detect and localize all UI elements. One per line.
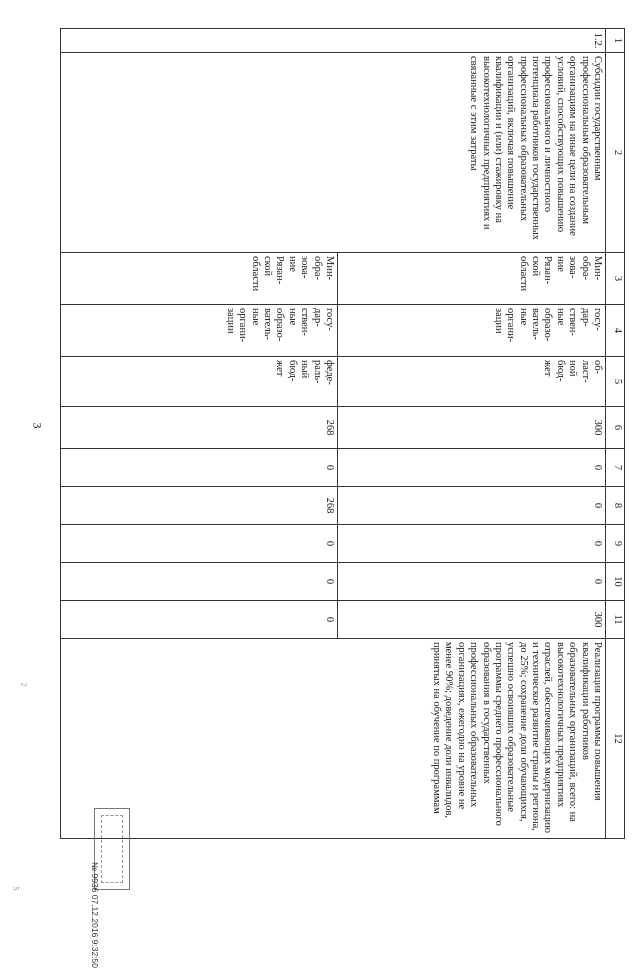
col-header-9: 9 [606, 525, 625, 563]
row-recipient: госу- дар- ствен- ные образо- ватель- ные органи- зации [338, 305, 606, 357]
col-header-12: 12 [606, 639, 625, 839]
row-year-value: 0 [61, 449, 338, 487]
row-responsible: Мин- обра- зова- ние Рязан- ской области [61, 253, 338, 305]
row-year-value: 0 [338, 487, 606, 525]
row-goal: Реализация программы повышения квалификации работников образовательных организаций, всего: на высокотехнологичных предприятиях отраслей, обеспечивающих модернизацию и техническое развитие страны и региона, до 25%; сохранение доли обучающихся, успешно освоивших образовательные программы среднего профессионального образования в государственных профессиональных образовательных организациях, ежегодно на уровне не менее 90%; доведение доли инвалидов, принятых на обучение по программам [61, 639, 606, 839]
col-header-5: 5 [606, 357, 625, 407]
row-year-value: 0 [61, 525, 338, 563]
page-number: 3 [30, 422, 45, 429]
col-header-7: 7 [606, 449, 625, 487]
table-wrapper [60, 28, 625, 838]
col-header-8: 8 [606, 487, 625, 525]
row-total: 300 [338, 407, 606, 449]
margin-note: 2 [19, 682, 29, 687]
col-header-11: 11 [606, 601, 625, 639]
table-row [338, 29, 606, 839]
col-header-10: 10 [606, 563, 625, 601]
col-header-4: 4 [606, 305, 625, 357]
col-header-2: 2 [606, 53, 625, 253]
row-year-value: 0 [61, 601, 338, 639]
row-funding-source: об- ласт- ной бюд- жет [338, 357, 606, 407]
col-header-1: 1 [606, 29, 625, 53]
row-year-value: 268 [61, 487, 338, 525]
registration-footer: № 9936 07.12.2016 9:32:50 [90, 862, 100, 968]
row-year-value: 0 [338, 563, 606, 601]
row-recipient: госу- дар- ствен- ные образо- ватель- ные органи- зации [61, 305, 338, 357]
row-funding-source: феде- раль- ный бюд- жет [61, 357, 338, 407]
col-header-3: 3 [606, 253, 625, 305]
row-total: 268 [61, 407, 338, 449]
program-table [60, 28, 625, 839]
rotated-table-container [60, 28, 625, 838]
row-year-value: 300 [338, 601, 606, 639]
stamp-barcode [101, 815, 123, 883]
row-responsible: Мин- обра- зова- ние Рязан- ской области [338, 253, 606, 305]
row-year-value: 0 [338, 449, 606, 487]
side-mark: 5 [11, 886, 21, 891]
row-code: 1.2. [61, 29, 606, 53]
row-description: Субсидии государственным профессиональным образовательным организациям на иные цели на создание условий, способствующих повышению профессионального и личностного потенциала работников государственных профессиональных образовательных организаций, включая повышение квалификации и (или) стажировку на высокотехнологичных предприятиях и связанные с этим затраты [61, 53, 606, 253]
row-year-value: 0 [338, 525, 606, 563]
header-row [606, 29, 625, 839]
col-header-6: 6 [606, 407, 625, 449]
row-year-value: 0 [61, 563, 338, 601]
